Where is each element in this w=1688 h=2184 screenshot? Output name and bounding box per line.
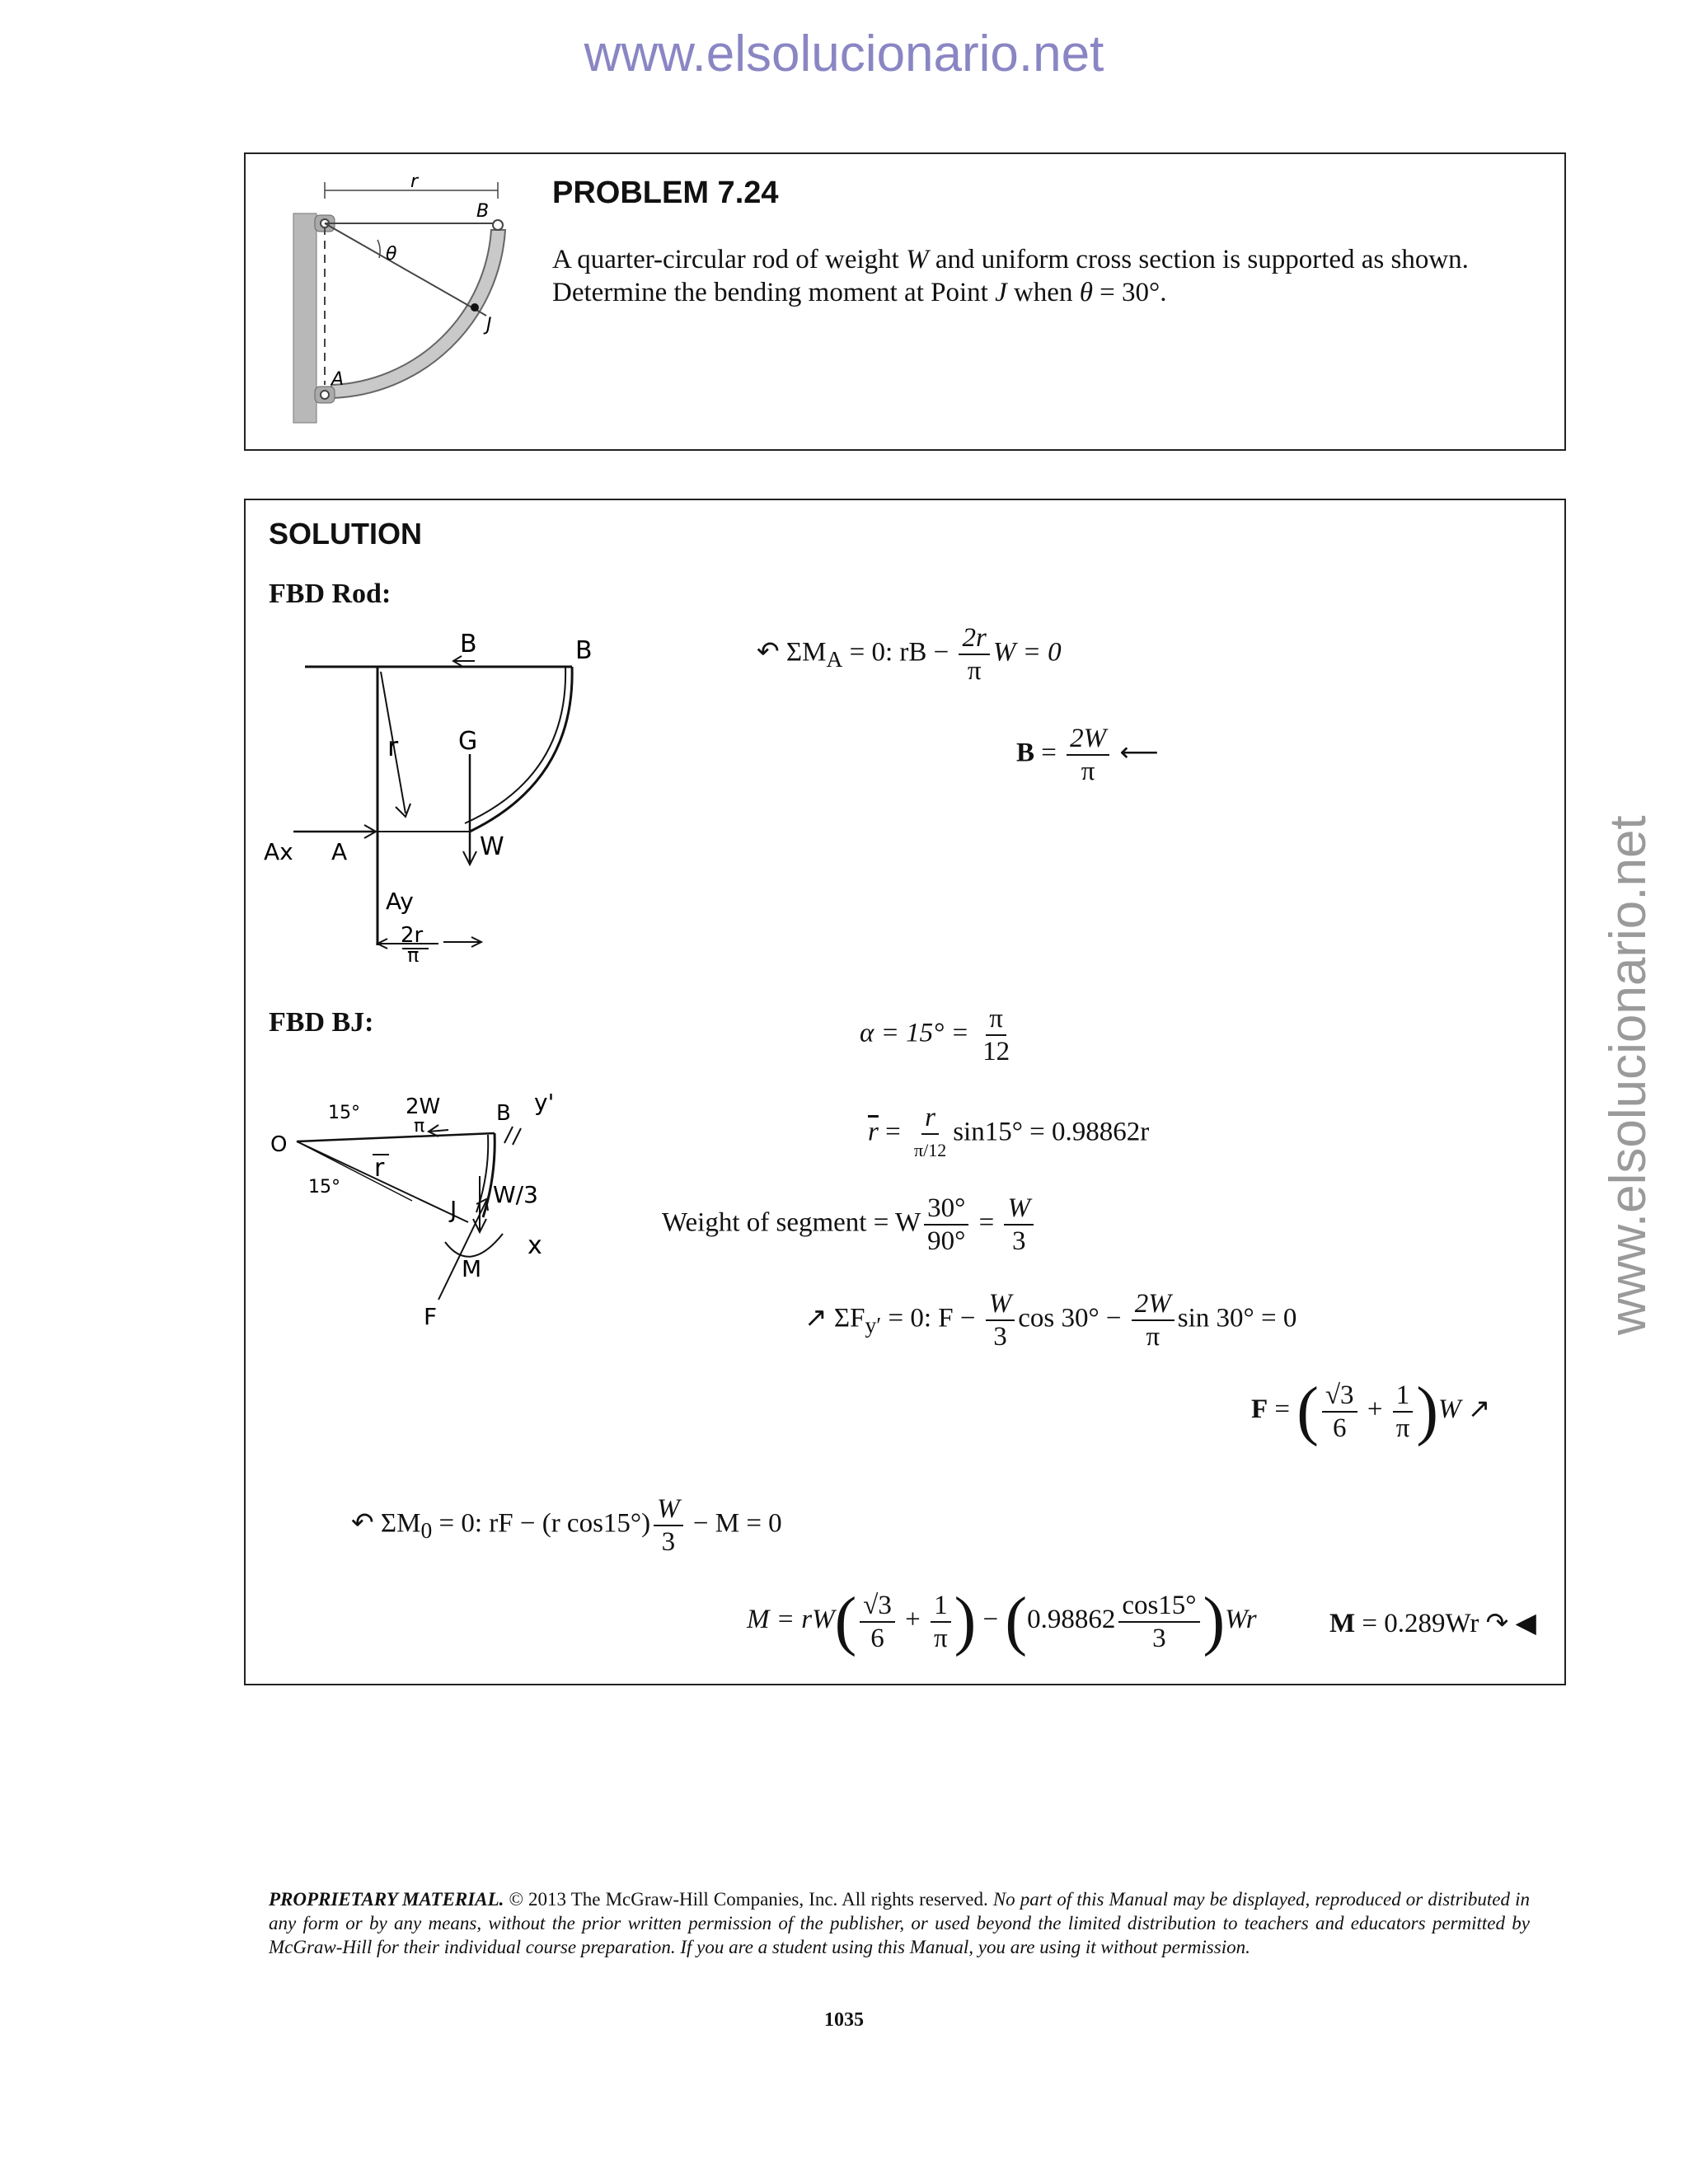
equation-m-expression: M = rW( $\frac{√3}{6}$ + $\frac{1}{\pi}$ ) − (0.98862 $\frac{\cos 15^\circ}{3}$ )Wr: [747, 1585, 1257, 1657]
fbd-rod-label-ax: Ax: [264, 838, 293, 865]
figure-label-theta: θ: [386, 244, 397, 265]
fbd-rod-label-g: G: [458, 727, 478, 756]
fbd-rod-label-b: B: [575, 636, 593, 665]
fbd-bj-label-w3: W/3: [493, 1181, 538, 1208]
equation-rbar: $\overline{r}$ = $\frac{r}{\pi/12}$ sin15° = 0.98862r: [868, 1103, 1150, 1160]
fbd-bj-label-rbar: r: [374, 1154, 385, 1183]
fbd-rod-label-ay: Ay: [386, 888, 414, 915]
fbd-bj-label-x: x: [528, 1231, 542, 1260]
fbd-bj-label-f: F: [424, 1303, 438, 1330]
figure-label-a: A: [331, 369, 345, 390]
figure-label-r: r: [410, 171, 419, 192]
problem-statement: A quarter-circular rod of weight W and uniform cross section is supported as shown. Determine the bending moment at Point J when θ = 30°.: [552, 245, 1469, 307]
problem-box: [244, 152, 1566, 451]
fbd-rod-label-b-vec: B: [460, 630, 477, 658]
problem-figure: [279, 166, 526, 438]
equation-sum-moments-a: ↶ $\Sigma M_A = 0$: rB − $\frac{2r}{\pi}$ W = 0: [757, 623, 1062, 686]
fbd-bj-label-force-den: π: [414, 1116, 425, 1137]
solution-box: [244, 499, 1566, 1685]
figure-label-j: J: [486, 315, 492, 335]
direction-arrow-icon: ↗: [1467, 1394, 1491, 1425]
equation-sum-forces-y: ↗ $\Sigma F_{y'} = 0$: F − $\frac{W}{3}$ cos 30° − $\frac{2W}{\pi}$ sin 30° = 0: [804, 1289, 1297, 1352]
problem-title: PROBLEM 7.24: [552, 176, 779, 210]
fbd-bj-label: FBD BJ:: [269, 1007, 374, 1038]
equation-sum-moments-o: ↶ $\Sigma M_0 = 0$: rF − (r cos15°) $\frac{W}{3}$ − M = 0: [351, 1494, 782, 1557]
watermark-top: www.elsolucionario.net: [584, 26, 1104, 82]
fbd-bj-label-m: M: [462, 1255, 482, 1282]
fbd-rod-label: FBD Rod:: [269, 579, 392, 609]
fbd-rod-sketch: [264, 616, 610, 962]
page-number: 1035: [824, 2009, 864, 2031]
equation-weight-segment: Weight of segment = W $\frac{30^\circ}{90^\circ}$ = $\frac{W}{3}$: [662, 1193, 1037, 1257]
fbd-rod-label-dist-den: π: [407, 944, 420, 962]
fbd-bj-label-angle-1: 15°: [328, 1103, 360, 1123]
answer-marker-icon: ◀: [1515, 1609, 1536, 1638]
equation-f-result: F = ( $\frac{√3}{6}$ + $\frac{1}{\pi}$ )W ↗: [1251, 1375, 1491, 1447]
equation-b-result: B = $\frac{2W}{\pi}$ ⟵: [1016, 724, 1159, 786]
fbd-bj-sketch: [264, 1077, 610, 1341]
direction-arrow-icon: ↗: [804, 1303, 828, 1333]
footer-copyright: PROPRIETARY MATERIAL. © 2013 The McGraw-Hill Companies, Inc. All rights reserved. No part of this Manual may be displayed, reproduced or distributed in any form or by any means, without the prior written permission of the publisher, or used beyond the limited distribution to teachers and educators permitted by McGraw-Hill for their individual course preparation. If you are a student using this Manual, you are using it without permission.: [269, 1889, 1530, 1957]
watermark-side: www.elsolucionario.net: [1600, 815, 1657, 1335]
figure-label-b: B: [476, 201, 490, 222]
moment-arrow-icon: ↷: [1485, 1609, 1509, 1638]
fbd-bj-label-yprime: y': [534, 1089, 555, 1116]
arrow-left-icon: ⟵: [1119, 738, 1159, 768]
fbd-bj-label-force-num: 2W: [406, 1094, 441, 1119]
fbd-bj-label-j: J: [450, 1196, 457, 1223]
moment-arrow-icon: ↶: [351, 1508, 374, 1539]
fbd-bj-label-angle-2: 15°: [308, 1177, 340, 1197]
equation-alpha: α = 15° = $\frac{\pi}{12}$: [860, 1004, 1010, 1066]
fbd-rod-label-a: A: [331, 838, 348, 865]
moment-arrow-icon: ↶: [757, 637, 780, 668]
solution-title: SOLUTION: [269, 517, 422, 551]
fbd-bj-label-b: B: [496, 1101, 511, 1126]
final-answer: M = 0.289Wr ↷ ◀: [1329, 1609, 1536, 1638]
fbd-rod-label-dist-num: 2r: [401, 923, 424, 948]
fbd-bj-label-o: O: [270, 1132, 288, 1157]
fbd-rod-label-r: r: [387, 731, 399, 762]
fbd-rod-label-w: W: [480, 832, 504, 861]
